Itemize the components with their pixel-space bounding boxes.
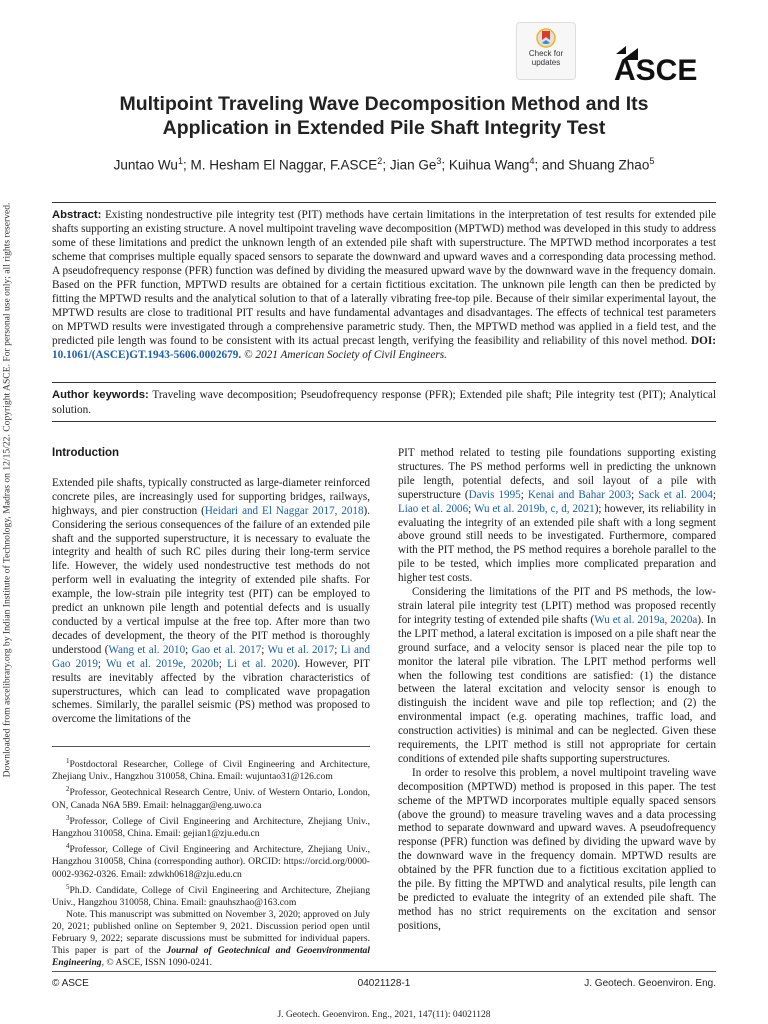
author-affiliation-marker: 3 <box>436 156 442 166</box>
author-affiliation-marker: 1 <box>177 156 183 166</box>
intro-paragraph-1: Extended pile shafts, typically constructed as large-diameter reinforced concrete piles, are increasingly used for supporting bridges, railways, highways, and pier construction (Heidari and El Naggar 2017, 2018). Considering the serious consequences of the failure of an extended pile shaft and the supported superstructure, it is necessary to evaluate the integrity and health of such RC piles during their long-term service life. However, the widely used nondestructive test methods do not perform well in evaluating the integrity of extended pile shafts. For example, the low-strain pile integrity test (PIT) can be employed to predict an unknown pile length and potential defects and is usually conducted by a vertical impulse at the free top. After more than two decades of development, the theory of the PIT method is thoroughly understood (Wang et al. 2010; Gao et al. 2017; Wu et al. 2017; Li and Gao 2019; Wu et al. 2019e, 2020b; Li et al. 2020). However, PIT results are inevitably affected by the vibration characteristics of superstructures, which can lead to complicated wave propagation schemes. Similarly, the parallel seismic (PS) method was proposed to overcome the limitations of the <box>52 476 371 726</box>
author-list: Juntao Wu$^1$; M. Hesham El Naggar, F.ASCE$^2$; Jian Ge$^3$; Kuihua Wang$^4$; and Shuang Zhao$^5$ <box>113 156 655 173</box>
footer-rule <box>52 971 716 972</box>
author-name: Kuihua Wang <box>448 157 530 173</box>
author-affiliation-marker: 5 <box>649 156 655 166</box>
affiliation-footnote: $^3$Professor, College of Civil Engineering and Architecture, Zhejiang Univ., Hangzhou 310058, China. Email: gejian1@zju.edu.cn <box>52 813 370 840</box>
author-affiliation-marker: 4 <box>529 156 535 166</box>
citation-link[interactable]: Wu et al. 2017 <box>267 643 335 656</box>
badge-line-2: updates <box>531 58 561 67</box>
intro-paragraph-2: PIT method related to testing pile foundations supporting existing structures. The PS method performs well in predicting the unknown pile length, potential defects, and soil layout of a pile with superstructure (Davis 1995; Kenai and Bahar 2003; Sack et al. 2004; Liao et al. 2006; Wu et al. 2019b, c, d, 2021); however, its reliability in evaluating the integrity of an extended pile shaft with a long segment above ground still needs to be investigated. Furthermore, compared with the PIT method, the PS method requires a borehole parallel to the pile to be tested, which implies more complicated preparation and higher test costs. <box>398 447 717 585</box>
abstract-text: Existing nondestructive pile integrity test (PIT) methods have certain limitations in the interpretation of test results for extended pile shafts supporting an existing structure. A novel multipoint traveling wave decomposition (MPTWD) method was developed in this study to address some of these limitations and predict the unknown length of an extended pile shaft with superstructure. The MPTWD method incorporates a test scheme that comprises multiple equally spaced sensors to separate the downward and upward waves and a corresponding data processing method. A pseudofrequency response (PFR) function was defined by dividing the measured upward wave by the downward wave in the frequency domain. Based on the PFR function, MPTWD results are obtained for a certain fictitious excitation. The unknown pile length can then be predicted by fitting the MPTWD results and the analytical solution to that of a laterally vibrating free-top pile. Because of their similar experimental layout, the MPTWD results are close to traditional PIT results and have fundamental advantages and disadvantages. The effects of technical test parameters on MPTWD results were investigated through a comprehensive parametric study. Then, the MPTWD method was applied in a field test, and the predicted pile length was found to be consistent with its actual precast length, verifying the feasibility and reliability of this novel method. <box>52 209 716 347</box>
citation-link[interactable]: Davis 1995 <box>468 488 521 501</box>
svg-text:ASCE: ASCE <box>614 54 698 82</box>
affiliation-footnote: $^4$Professor, College of Civil Engineering and Architecture, Zhejiang Univ., Hangzhou 310058, China (corresponding author). ORCID: https://orcid.org/0000-0002-9362-0326. Email: zdwkh0618@zju.edu.cn <box>52 842 370 880</box>
author-name: and Shuang Zhao <box>541 157 650 173</box>
affiliation-footnotes <box>52 746 370 969</box>
check-for-updates-badge[interactable] <box>516 22 576 80</box>
abstract <box>52 208 716 362</box>
citation-link[interactable]: Wang et al. 2010 <box>108 643 186 656</box>
affiliation-footnote: $^1$Postdoctoral Researcher, College of Civil Engineering and Architecture, Zhejiang Univ., Hangzhou 310058, China. Email: wujuntao31@126.com <box>52 757 370 783</box>
badge-line-1: Check for <box>528 49 564 58</box>
footer-page-id: 04021128-1 <box>357 978 411 989</box>
citation-link[interactable]: Wu et al. 2019a, 2020a <box>594 613 698 626</box>
citation-link[interactable]: Heidari and El Naggar 2017, 2018 <box>204 504 364 517</box>
crossmark-icon <box>536 28 556 48</box>
abstract-top-rule <box>52 202 716 203</box>
author-name: Jian Ge <box>389 157 437 173</box>
doi-label: DOI: <box>691 335 716 347</box>
footnote-list <box>52 755 370 909</box>
intro-paragraph-3: Considering the limitations of the PIT and PS methods, the low-strain lateral pile integrity test (LPIT) method was proposed recently for integrity testing of extended pile shafts (Wu et al. 2019a, 2020a). In the LPIT method, a lateral excitation is imposed on a pile shaft near the ground surface, and a velocity sensor is placed near the pile top to monitor the lateral pile vibration. The LPIT method performs well when the following test conditions are satisfied: (1) the distance between the lateral excitation and velocity sensor is enough to distinguish the incident wave and pile top reflection; and (2) the environmental impact (e.g. operating machines, traffic load, and construction activities) is minimal and can be neglected. Given these requirements, the LPIT method is still not appropriate for certain conditions of extended pile shafts supporting superstructures. <box>398 586 717 765</box>
citation-link[interactable]: Liao et al. 2006 <box>398 502 469 515</box>
abstract-mid-rule <box>52 382 716 383</box>
author-keywords <box>52 388 716 417</box>
affiliation-footnote: $^5$Ph.D. Candidate, College of Civil Engineering and Architecture, Zhejiang Univ., Hangzhou 310058, China. Email: gnauhszhao@163.com <box>52 882 370 908</box>
journal-name: Journal of Geotechnical and Geoenvironmental Engineering <box>52 945 370 969</box>
author-affiliation-marker: 2 <box>377 156 383 166</box>
doi-link[interactable]: 10.1061/(ASCE)GT.1943-5606.0002679. <box>52 349 242 361</box>
abstract-label: Abstract: <box>52 209 102 221</box>
citation-link[interactable]: Wu et al. 2019b, c, d, 2021 <box>473 502 595 515</box>
footer-copyright: © ASCE <box>52 978 89 989</box>
asce-logo <box>614 42 720 82</box>
keywords-bottom-rule <box>52 421 716 422</box>
section-heading-introduction: Introduction <box>52 447 120 459</box>
keywords-label: Author keywords: <box>52 389 149 401</box>
abstract-copyright: © 2021 American Society of Civil Engineers. <box>243 349 447 361</box>
paper-title: Multipoint Traveling Wave Decomposition Method and Its Application in Extended Pile Shaft Integrity Test <box>119 93 649 139</box>
citation-link[interactable]: Sack et al. 2004 <box>638 488 713 501</box>
left-column <box>52 447 370 727</box>
citation-link[interactable]: Gao et al. 2017 <box>191 643 262 656</box>
citation-link[interactable]: Wu et al. 2019e, 2020b <box>105 657 219 670</box>
manuscript-note: Note. This manuscript was submitted on November 3, 2020; approved on July 20, 2021; published online on September 9, 2021. Discussion period open until February 9, 2022; separate discussions must be submitted for individual papers. This paper is part of the Journal of Geotechnical and Geoenvironmental Engineering, © ASCE, ISSN 1090-0241. <box>52 908 370 969</box>
download-side-note: Downloaded from ascelibrary.org by Indian Institute of Technology, Madras on 12/15/22. Copyright ASCE. For personal use only; all rights reserved. <box>1 202 13 778</box>
author-name: Juntao Wu <box>113 157 178 173</box>
keywords-text: Traveling wave decomposition; Pseudofrequency response (PFR); Extended pile shaft; Pile integrity test (PIT); Analytical solution. <box>52 389 717 416</box>
citation-link[interactable]: Li and Gao 2019 <box>52 643 371 670</box>
citation-link[interactable]: Li et al. 2020 <box>227 657 294 670</box>
right-column <box>398 447 716 934</box>
footer-journal: J. Geotech. Geoenviron. Eng. <box>584 978 716 989</box>
author-name: M. Hesham El Naggar, F.ASCE <box>190 157 378 173</box>
intro-paragraph-4: In order to resolve this problem, a novel multipoint traveling wave decomposition (MPTWD) method is proposed in this paper. The test scheme of the MPTWD incorporates multiple equally spaced sensors (above the ground) to measure traveling waves and a data processing method to separate downward and upward waves. A pseudofrequency response (PFR) function was defined by dividing the upward wave by the downward wave in the frequency domain. MPTWD results are obtained by the PFR function due to a fictitious excitation applied to the pile. By fitting the MPTWD and analytical results, pile length can be predicted to evaluate the integrity of an extended pile shaft. The method has no strict requirements on the excitation and sensor positions, <box>398 766 716 932</box>
citation-link[interactable]: Kenai and Bahar 2003 <box>527 488 632 501</box>
citation-line: J. Geotech. Geoenviron. Eng., 2021, 147(11): 04021128 <box>277 1010 491 1020</box>
affiliation-footnote: $^2$Professor, Geotechnical Research Centre, Univ. of Western Ontario, London, ON, Canada N6A 5B9. Email: helnaggar@eng.uwo.ca <box>52 785 370 811</box>
